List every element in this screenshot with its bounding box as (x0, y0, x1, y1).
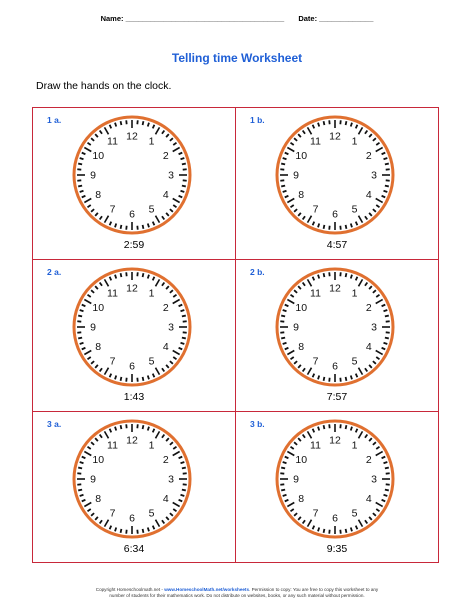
clock-number: 12 (126, 130, 138, 143)
footer-line1-rest: . Permission to copy: You are free to copy this worksheet to any (249, 587, 379, 592)
clock-number: 1 (351, 135, 358, 148)
clock-number: 12 (329, 282, 341, 295)
clock-face[interactable] (272, 112, 398, 238)
clock-number: 5 (351, 507, 358, 520)
clock-number: 3 (168, 169, 174, 182)
clock-number: 6 (129, 360, 135, 373)
clock-number: 11 (310, 287, 321, 300)
minute-tick (182, 468, 186, 469)
minute-tick (121, 377, 122, 381)
minute-tick (346, 121, 347, 125)
clock-number: 1 (148, 135, 155, 148)
clock-number: 10 (92, 454, 105, 466)
minute-tick (115, 427, 116, 431)
minute-tick (121, 225, 122, 229)
exercise-label: 1 a. (47, 115, 62, 125)
minute-tick (148, 123, 149, 127)
clock-number: 1 (351, 439, 358, 452)
clock-number: 2 (162, 454, 169, 466)
minute-tick (182, 186, 186, 187)
clock-number: 10 (295, 454, 308, 466)
minute-tick (78, 468, 82, 469)
clock-number: 6 (332, 360, 338, 373)
minute-tick (115, 275, 116, 279)
clock-number: 1 (351, 287, 358, 300)
footer-link[interactable]: www.HomeschoolMath.net/worksheets (164, 587, 250, 592)
clock-face[interactable] (69, 416, 195, 542)
clock-number: 11 (310, 439, 321, 452)
clock-number: 4 (365, 493, 372, 505)
exercise-cell (33, 260, 235, 411)
minute-tick (281, 164, 285, 165)
clock-number: 10 (295, 150, 308, 162)
minute-tick (385, 186, 389, 187)
minute-tick (80, 191, 84, 192)
minute-tick (78, 490, 82, 491)
minute-tick (351, 376, 352, 380)
clock-number: 11 (107, 135, 118, 148)
clock-number: 5 (351, 203, 358, 216)
minute-tick (346, 529, 347, 533)
clock-number: 8 (298, 189, 305, 201)
clock-number: 9 (90, 169, 96, 182)
clock-number: 9 (293, 473, 299, 486)
clock-number: 11 (310, 135, 321, 148)
name-date-header (0, 14, 474, 23)
minute-tick (115, 123, 116, 127)
clock-number: 6 (129, 512, 135, 525)
minute-tick (143, 377, 144, 381)
clock-number: 11 (107, 439, 118, 452)
minute-tick (148, 427, 149, 431)
exercise-time: 6:34 (123, 543, 145, 555)
minute-tick (143, 425, 144, 429)
clock-number: 8 (95, 493, 102, 505)
copyright-footer (0, 587, 474, 599)
clock-number: 3 (371, 473, 377, 486)
clock-number: 12 (126, 282, 138, 295)
clock-number: 9 (90, 473, 96, 486)
clock-face[interactable] (272, 416, 398, 542)
minute-tick (384, 343, 388, 344)
exercise-label: 2 a. (47, 267, 62, 277)
minute-tick (283, 310, 287, 311)
minute-tick (281, 468, 285, 469)
clock-number: 12 (329, 130, 341, 143)
minute-tick (143, 529, 144, 533)
minute-tick (143, 121, 144, 125)
exercise-time: 1:43 (123, 391, 145, 403)
minute-tick (115, 376, 116, 380)
minute-tick (281, 490, 285, 491)
clock-number: 7 (312, 507, 319, 520)
exercise-label: 3 b. (250, 419, 265, 429)
minute-tick (318, 376, 319, 380)
minute-tick (384, 495, 388, 496)
clock-number: 9 (90, 321, 96, 334)
exercise-time: 2:59 (123, 239, 145, 251)
minute-tick (384, 462, 388, 463)
minute-tick (318, 275, 319, 279)
worksheet-title: Telling time Worksheet (171, 51, 303, 65)
exercise-cell (236, 260, 438, 411)
exercise-time: 7:57 (326, 391, 348, 403)
clock-number: 5 (148, 507, 155, 520)
clock-number: 9 (293, 321, 299, 334)
minute-tick (384, 158, 388, 159)
clock-number: 7 (312, 355, 319, 368)
clock-number: 8 (95, 341, 102, 353)
minute-tick (385, 338, 389, 339)
minute-tick (80, 462, 84, 463)
minute-tick (324, 273, 325, 277)
minute-tick (121, 425, 122, 429)
clock-number: 1 (148, 287, 155, 300)
minute-tick (182, 490, 186, 491)
clock-number: 2 (365, 302, 372, 314)
minute-tick (78, 338, 82, 339)
clock-number: 2 (365, 150, 372, 162)
minute-tick (148, 376, 149, 380)
minute-tick (78, 186, 82, 187)
clock-number: 3 (168, 473, 174, 486)
minute-tick (385, 468, 389, 469)
exercise-time: 9:35 (326, 543, 348, 555)
minute-tick (283, 495, 287, 496)
minute-tick (181, 462, 185, 463)
minute-tick (283, 462, 287, 463)
minute-tick (351, 427, 352, 431)
clock-number: 8 (298, 493, 305, 505)
name-label: Name: (100, 14, 124, 23)
clock-number: 1 (148, 439, 155, 452)
clock-number: 2 (365, 454, 372, 466)
clock-number: 5 (351, 355, 358, 368)
minute-tick (283, 191, 287, 192)
minute-tick (324, 377, 325, 381)
clock-number: 8 (298, 341, 305, 353)
clock-number: 3 (168, 321, 174, 334)
exercise-label: 1 b. (250, 115, 265, 125)
clock-number: 7 (109, 507, 116, 520)
clock-number: 2 (162, 150, 169, 162)
clock-grid (32, 107, 439, 563)
clock-number: 7 (109, 203, 116, 216)
minute-tick (80, 158, 84, 159)
minute-tick (281, 338, 285, 339)
minute-tick (324, 121, 325, 125)
clock-number: 10 (92, 150, 105, 162)
minute-tick (121, 529, 122, 533)
minute-tick (283, 158, 287, 159)
exercise-label: 2 b. (250, 267, 265, 277)
minute-tick (351, 528, 352, 532)
minute-tick (182, 338, 186, 339)
minute-tick (385, 164, 389, 165)
minute-tick (80, 343, 84, 344)
minute-tick (384, 191, 388, 192)
minute-tick (281, 316, 285, 317)
name-blank-line: ______________________________________ (125, 14, 285, 23)
minute-tick (80, 310, 84, 311)
minute-tick (121, 273, 122, 277)
minute-tick (80, 495, 84, 496)
minute-tick (385, 490, 389, 491)
clock-number: 6 (332, 208, 338, 221)
clock-number: 4 (365, 189, 372, 201)
minute-tick (283, 343, 287, 344)
clock-number: 12 (126, 434, 138, 447)
minute-tick (148, 275, 149, 279)
minute-tick (182, 164, 186, 165)
minute-tick (148, 528, 149, 532)
minute-tick (324, 529, 325, 533)
exercise-cell (33, 412, 235, 563)
minute-tick (346, 225, 347, 229)
minute-tick (115, 224, 116, 228)
exercise-cell (33, 108, 235, 259)
minute-tick (181, 310, 185, 311)
footer-line2: number of students for their mathematics work. Do not distribute on websites, books, or any such material without permission. (109, 593, 365, 598)
clock-number: 4 (365, 341, 372, 353)
minute-tick (148, 224, 149, 228)
clock-number: 9 (293, 169, 299, 182)
exercise-cell (236, 108, 438, 259)
clock-number: 4 (162, 189, 169, 201)
minute-tick (346, 425, 347, 429)
minute-tick (181, 495, 185, 496)
clock-number: 7 (312, 203, 319, 216)
clock-face[interactable] (272, 264, 398, 390)
clock-number: 8 (95, 189, 102, 201)
clock-number: 12 (329, 434, 341, 447)
minute-tick (181, 191, 185, 192)
minute-tick (351, 275, 352, 279)
minute-tick (318, 224, 319, 228)
exercise-time: 4:57 (326, 239, 348, 251)
clock-number: 11 (107, 287, 118, 300)
minute-tick (78, 316, 82, 317)
instruction-text: Draw the hands on the clock. (36, 80, 172, 92)
minute-tick (121, 121, 122, 125)
minute-tick (318, 123, 319, 127)
clock-face[interactable] (69, 112, 195, 238)
clock-number: 4 (162, 493, 169, 505)
clock-number: 7 (109, 355, 116, 368)
clock-number: 3 (371, 169, 377, 182)
minute-tick (281, 186, 285, 187)
date-label: Date: (298, 14, 318, 23)
clock-number: 5 (148, 203, 155, 216)
minute-tick (324, 425, 325, 429)
minute-tick (346, 273, 347, 277)
clock-number: 6 (129, 208, 135, 221)
minute-tick (318, 427, 319, 431)
minute-tick (115, 528, 116, 532)
clock-number: 10 (92, 302, 105, 314)
minute-tick (351, 123, 352, 127)
minute-tick (318, 528, 319, 532)
clock-number: 6 (332, 512, 338, 525)
minute-tick (324, 225, 325, 229)
clock-number: 10 (295, 302, 308, 314)
clock-number: 5 (148, 355, 155, 368)
clock-number: 3 (371, 321, 377, 334)
minute-tick (181, 343, 185, 344)
exercise-cell (236, 412, 438, 563)
clock-number: 4 (162, 341, 169, 353)
exercise-label: 3 a. (47, 419, 62, 429)
minute-tick (143, 273, 144, 277)
minute-tick (384, 310, 388, 311)
minute-tick (143, 225, 144, 229)
footer-prefix: Copyright Homeschoolmath.net - (95, 587, 163, 592)
clock-face[interactable] (69, 264, 195, 390)
date-blank-line: _____________ (319, 14, 374, 23)
minute-tick (78, 164, 82, 165)
minute-tick (385, 316, 389, 317)
minute-tick (181, 158, 185, 159)
minute-tick (182, 316, 186, 317)
minute-tick (351, 224, 352, 228)
clock-number: 2 (162, 302, 169, 314)
minute-tick (346, 377, 347, 381)
